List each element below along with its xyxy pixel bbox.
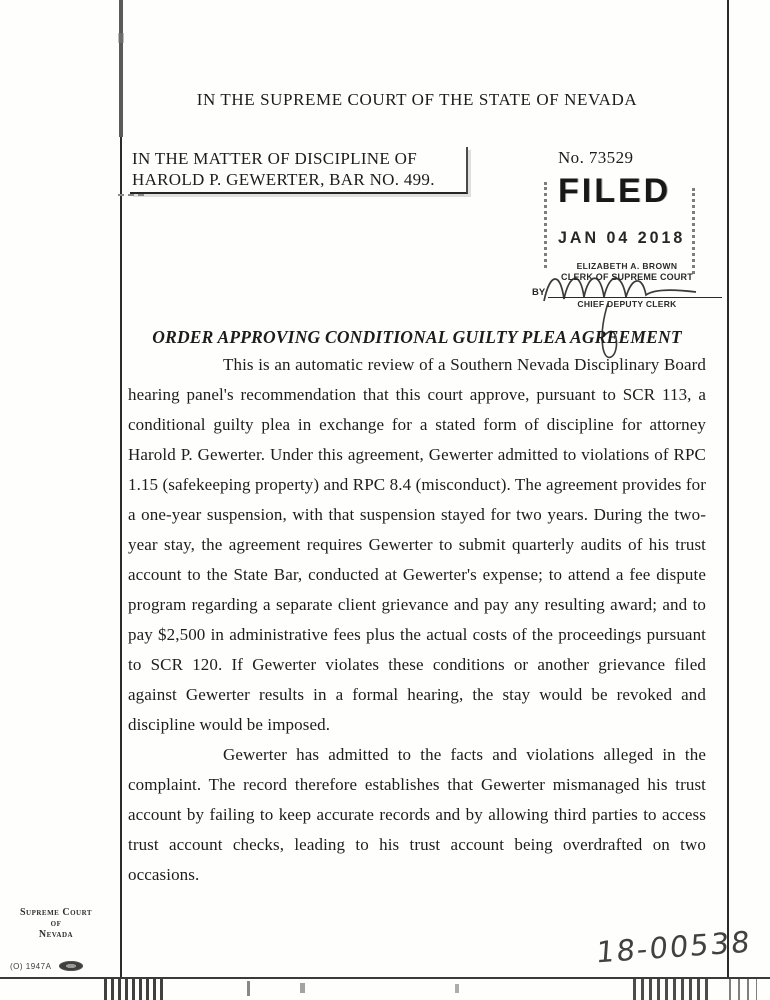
order-body bbox=[128, 350, 706, 890]
case-caption-box bbox=[130, 147, 468, 194]
filed-date-stamp: JAN 04 2018 bbox=[558, 229, 686, 248]
scan-artifact bbox=[300, 983, 305, 993]
scan-artifact bbox=[633, 979, 711, 1000]
form-number: (O) 1947A bbox=[10, 961, 52, 971]
scan-artifact bbox=[247, 981, 250, 996]
court-header: IN THE SUPREME COURT OF THE STATE OF NEVADA bbox=[196, 90, 638, 109]
footer-court-line: Supreme Court bbox=[19, 907, 93, 918]
footer-court-name bbox=[14, 908, 98, 941]
case-number: No. 73529 bbox=[558, 148, 634, 167]
clerk-title: CLERK OF SUPREME COURT bbox=[561, 272, 693, 282]
right-margin-rule bbox=[727, 0, 729, 978]
footer-form-row bbox=[10, 961, 83, 971]
left-margin-rule-top bbox=[119, 0, 123, 137]
scan-artifact bbox=[118, 194, 144, 196]
footer-court-line: Nevada bbox=[38, 929, 74, 940]
scan-artifact bbox=[455, 984, 459, 993]
filed-stamp: FILED bbox=[558, 171, 672, 211]
stamp-edge-dots-icon bbox=[544, 182, 547, 268]
scan-artifact bbox=[729, 979, 757, 1000]
clerk-stamp-block bbox=[532, 261, 722, 309]
left-margin-rule bbox=[120, 137, 122, 978]
body-paragraph: This is an automatic review of a Southern Nevada Disciplinary Board hearing panel's recommendation that this court approve, pursuant to SCR 113, a conditional guilty plea in exchange for a stated form of discipline for attorney Harold P. Gewerter. Under this agreement, Gewerter admitted to violations of RPC 1.15 (safekeeping property) and RPC 8.4 (misconduct). The agreement provides for a one-year suspension, with that suspension stayed for two years. During the two-year stay, the agreement requires Gewerter to submit quarterly audits of his trust account to the State Bar, conducted at Gewerter's expense; to attend a fee dispute program regarding a separate client grievance and pay any resulting award; and to pay $2,500 in administrative fees plus the actual costs of the proceedings pursuant to SCR 120. If Gewerter violates these conditions or another grievance filed against Gewerter results in a formal hearing, the stay would be revoked and discipline would be imposed. bbox=[128, 355, 706, 734]
caption-party-line1: IN THE MATTER OF DISCIPLINE OF bbox=[132, 149, 417, 168]
signature-line bbox=[548, 288, 722, 298]
body-paragraph: Gewerter has admitted to the facts and violations alleged in the complaint. The record therefore establishes that Gewerter mismanaged his trust account by failing to keep accurate records and by allowing third parties to access trust account checks, leading to his trust account being overdrafted on two occasions. bbox=[128, 745, 706, 884]
footer-court-line: of bbox=[50, 918, 62, 929]
scan-artifact bbox=[118, 33, 124, 43]
caption-party-line2: HAROLD P. GEWERTER, BAR NO. 499. bbox=[132, 170, 435, 189]
deputy-clerk-title: CHIEF DEPUTY CLERK bbox=[577, 299, 677, 309]
handwritten-docket-number: 18-00538 bbox=[594, 924, 753, 970]
clerk-by-row bbox=[532, 287, 722, 298]
order-title: ORDER APPROVING CONDITIONAL GUILTY PLEA AGREEMENT bbox=[152, 327, 682, 347]
by-label: BY bbox=[532, 287, 546, 298]
court-seal-icon bbox=[59, 961, 83, 971]
scan-artifact bbox=[104, 979, 166, 1000]
clerk-name: ELIZABETH A. BROWN bbox=[576, 261, 678, 271]
